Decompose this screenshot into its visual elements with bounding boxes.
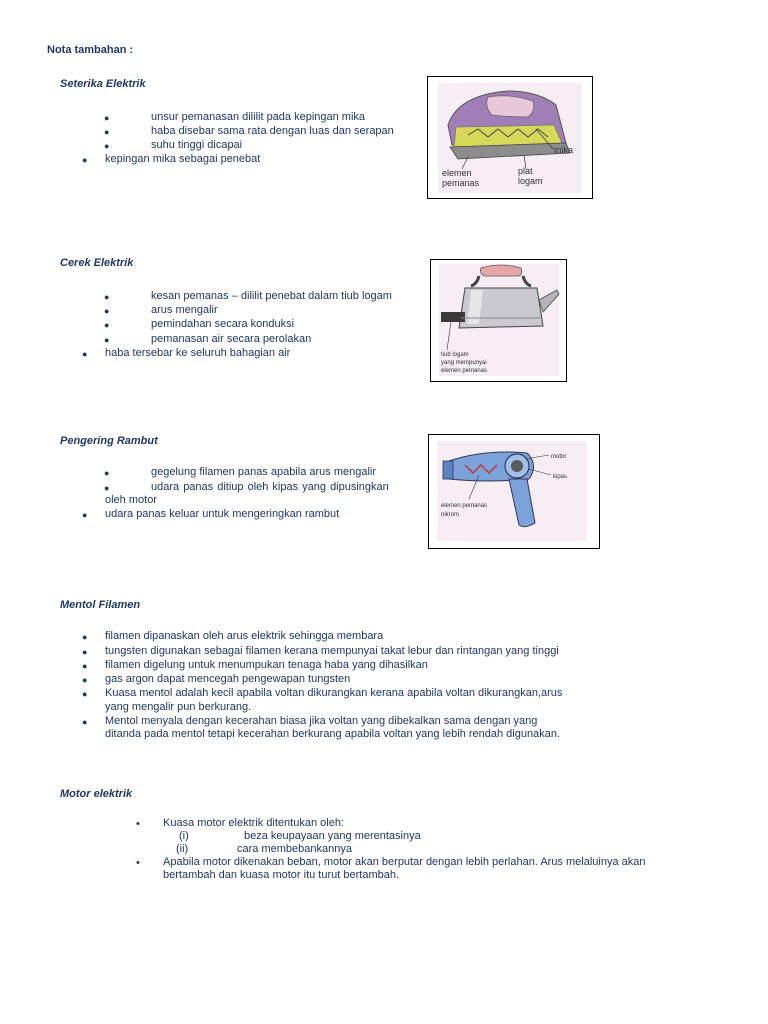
list-item: pemindahan secara konduksi bbox=[151, 318, 295, 330]
figure-label-elemen: elemen bbox=[442, 168, 472, 178]
list-item-continuation: yang mengalir pun berkurang. bbox=[105, 701, 252, 713]
list-item: suhu tinggi dicapai bbox=[151, 139, 243, 151]
iron-illustration bbox=[428, 77, 592, 198]
bullet-icon: ● bbox=[104, 127, 110, 137]
figure-label-logam: logam bbox=[518, 176, 543, 186]
bullet-icon: • bbox=[136, 857, 140, 869]
list-item: Mentol menyala dengan kecerahan biasa jika voltan yang dibekalkan sama dengan yang bbox=[105, 715, 538, 727]
list-item: Apabila motor dikenakan beban, motor akan berputar dengan lebih perlahan. Arus melaluinya akan bbox=[163, 856, 646, 868]
bullet-icon: ● bbox=[82, 661, 88, 671]
sub-item-number: (i) bbox=[179, 830, 189, 842]
list-item: haba tersebar ke seluruh bahagian air bbox=[105, 347, 291, 359]
figure-label-yang-mempunyai: yang mempunyai bbox=[441, 360, 487, 366]
page-title: Nota tambahan : bbox=[47, 44, 134, 56]
list-item: Kuasa mentol adalah kecil apabila voltan dikurangkan kerana apabila voltan dikurangkan,arus bbox=[105, 687, 563, 699]
bullet-icon: ● bbox=[82, 632, 88, 642]
list-item: tungsten digunakan sebagai filamen kerana mempunyai takat lebur dan rintangan yang tinggi bbox=[105, 645, 559, 657]
sub-item-text: cara membebankannya bbox=[237, 843, 352, 855]
figure-label-elemen-pemanas: elemen pemanas bbox=[441, 368, 488, 374]
iron-figure bbox=[427, 76, 593, 199]
bullet-icon: ● bbox=[82, 717, 88, 727]
figure-label-tiub-logam: tiub logam bbox=[441, 352, 469, 358]
figure-label-mika: mika bbox=[554, 145, 574, 155]
list-item-continuation: oleh motor bbox=[105, 494, 157, 506]
hairdryer-illustration bbox=[429, 435, 599, 548]
list-item: unsur pemanasan dililit pada kepingan mika bbox=[151, 111, 366, 123]
bullet-icon: ● bbox=[82, 349, 88, 359]
list-item: kesan pemanas – dililit penebat dalam tiub logam bbox=[151, 290, 392, 302]
figure-label-motor: motor bbox=[551, 454, 567, 460]
list-item: pemanasan air secara perolakan bbox=[151, 333, 312, 345]
bullet-icon: • bbox=[136, 818, 140, 830]
list-item: Kuasa motor elektrik ditentukan oleh: bbox=[163, 817, 344, 829]
bullet-icon: ● bbox=[82, 689, 88, 699]
section-title-cerek: Cerek Elektrik bbox=[60, 257, 134, 269]
section-title-mentol: Mentol Filamen bbox=[60, 599, 141, 611]
bullet-icon: ● bbox=[82, 155, 88, 165]
sub-item-number: (ii) bbox=[176, 843, 189, 855]
kettle-figure bbox=[430, 259, 567, 382]
hairdryer-figure bbox=[428, 434, 600, 549]
bullet-icon: ● bbox=[104, 320, 110, 330]
figure-label-elemen-pemanas: elemen pemanas bbox=[441, 503, 488, 509]
bullet-icon: ● bbox=[82, 675, 88, 685]
list-item: filamen dipanaskan oleh arus elektrik sehingga membara bbox=[105, 630, 384, 642]
list-item: gegelung filamen panas apabila arus mengalir bbox=[151, 466, 377, 478]
section-title-motor: Motor elektrik bbox=[60, 788, 133, 800]
list-item: filamen digelung untuk menumpukan tenaga haba yang dihasilkan bbox=[105, 659, 428, 671]
list-item: udara panas ditiup oleh kipas yang dipusingkan bbox=[151, 481, 389, 493]
figure-label-plat: plat bbox=[518, 166, 533, 176]
bullet-icon: ● bbox=[82, 510, 88, 520]
list-item: kepingan mika sebagai penebat bbox=[105, 153, 261, 165]
section-title-seterika: Seterika Elektrik bbox=[60, 78, 146, 90]
kettle-illustration bbox=[431, 260, 566, 381]
bullet-icon: ● bbox=[82, 647, 88, 657]
list-item: haba disebar sama rata dengan luas dan serapan bbox=[151, 125, 394, 137]
bullet-icon: ● bbox=[104, 306, 110, 316]
bullet-icon: ● bbox=[104, 335, 110, 345]
list-item-continuation: bertambah dan kuasa motor itu turut bertambah. bbox=[163, 869, 400, 881]
figure-label-kipas: kipas bbox=[553, 474, 568, 480]
list-item: gas argon dapat mencegah pengewapan tungsten bbox=[105, 673, 351, 685]
bullet-icon: ● bbox=[104, 468, 110, 478]
list-item: udara panas keluar untuk mengeringkan rambut bbox=[105, 508, 340, 520]
list-item-continuation: ditanda pada mentol tetapi kecerahan berkurang apabila voltan yang lebih rendah digunakan. bbox=[105, 728, 561, 740]
section-title-pengering: Pengering Rambut bbox=[60, 435, 158, 447]
bullet-icon: ● bbox=[104, 483, 110, 493]
bullet-icon: ● bbox=[104, 113, 110, 123]
sub-item-text: beza keupayaan yang merentasinya bbox=[244, 830, 421, 842]
bullet-icon: ● bbox=[104, 141, 110, 151]
bullet-icon: ● bbox=[104, 292, 110, 302]
list-item: arus mengalir bbox=[151, 304, 218, 316]
figure-label-pemanas: pemanas bbox=[442, 178, 480, 188]
figure-label-nikrom: nikrom bbox=[441, 512, 460, 518]
